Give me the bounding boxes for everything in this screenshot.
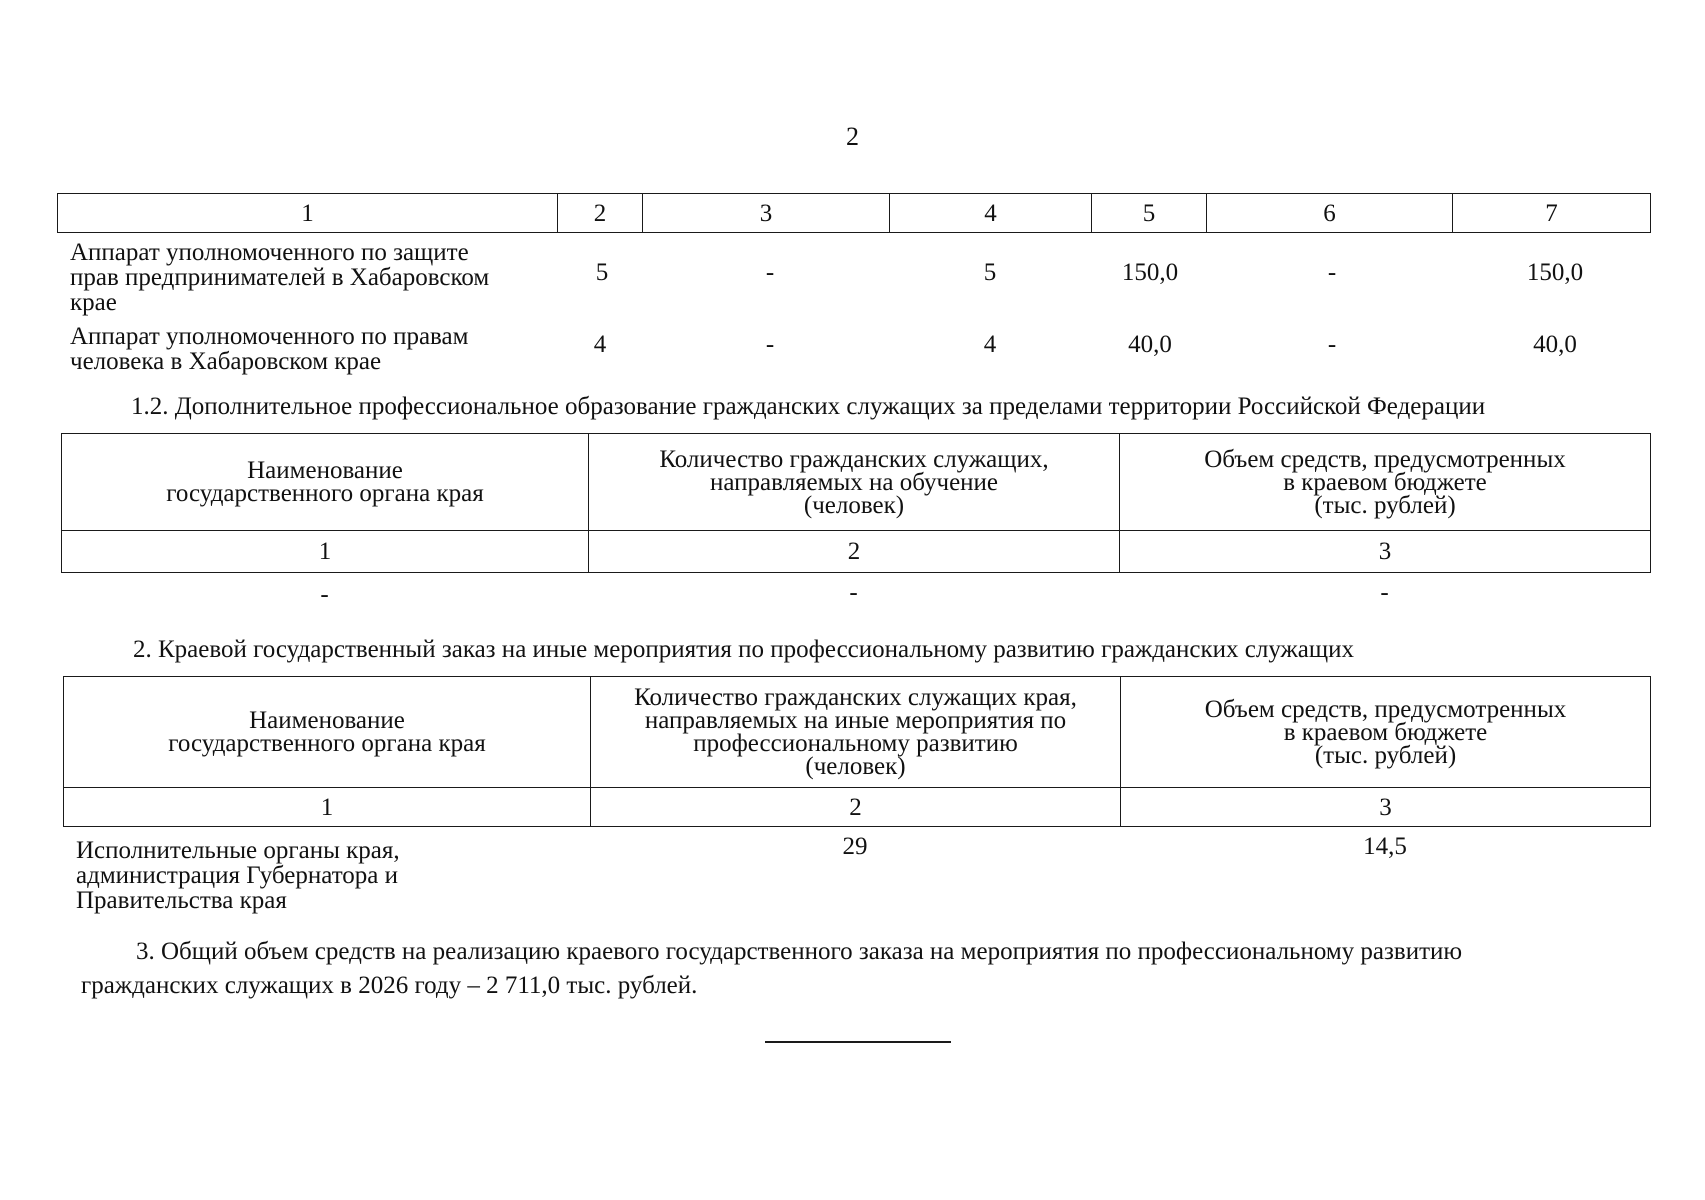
s2-row-name [76,838,596,913]
top-row-1-c4: 5 [983,259,997,286]
top-row-1-name [70,240,570,315]
s12-col-header-line: в краевом бюджете [1283,468,1487,496]
top-row-2-c5: 40,0 [1128,331,1172,358]
top-row-1-name-line: Аппарат уполномоченного по защите [70,239,469,266]
s2-row-count: 29 [842,833,868,860]
s12-col-header-line: Количество гражданских служащих, [659,445,1049,473]
top-col-1: 1 [58,194,558,233]
s2-col-header-line: (тыс. рублей) [1314,741,1457,769]
top-row-1-c2: 5 [595,259,609,286]
section-2-number-row [64,788,1651,827]
top-table-header [57,193,1651,233]
s12-num-2: 2 [589,531,1120,573]
top-row-2-c6: - [1327,331,1337,358]
s2-col-header-line: в краевом бюджете [1283,718,1488,746]
s2-num-3: 3 [1121,788,1651,827]
s2-num-2: 2 [591,788,1121,827]
s12-col-header-line: Наименование [247,457,403,484]
top-row-1-name-line: прав предпринимателей в Хабаровском [70,264,490,291]
s12-row-c2: - [849,579,858,606]
s12-col-header-1 [62,434,589,531]
section-3-line-1: 3. Общий объем средств на реализацию краевого государственного заказа на мероприятия по профессиональному развитию [136,938,1463,965]
s2-col-header-line: Наименование [249,707,405,734]
top-row-2-name [70,324,570,374]
s2-row-name-line: администрация Губернатора и [76,862,399,889]
s12-row-c3: - [1380,579,1389,606]
s2-col-header-2 [591,677,1121,788]
top-row-2-c7: 40,0 [1533,331,1577,358]
section-1-2-header-row [62,434,1651,531]
top-col-5: 5 [1092,194,1207,233]
s2-col-header-line: направляемых на иные мероприятия по [644,707,1067,734]
s2-col-header-line: профессиональному развитию [693,730,1018,757]
top-col-2: 2 [558,194,643,233]
s12-col-header-2 [589,434,1120,531]
s12-col-header-line: Объем средств, предусмотренных [1204,445,1566,473]
page-number: 2 [846,122,859,151]
s2-row-amount: 14,5 [1363,833,1407,860]
s2-col-header-line: (человек) [805,753,906,780]
section-2-heading: 2. Краевой государственный заказ на иные мероприятия по профессиональному развитию гражданских служащих [133,636,1355,663]
top-col-6: 6 [1207,194,1453,233]
s12-col-header-3 [1120,434,1651,531]
closing-rule [765,1041,951,1043]
top-row-2-name-line: Аппарат уполномоченного по правам [70,323,469,350]
s2-row-name-line: Исполнительные органы края, [76,837,400,864]
section-1-2-heading: 1.2. Дополнительное профессиональное образование гражданских служащих за пределами территории Российской Федерации [131,393,1486,420]
section-3-line-2: гражданских служащих в 2026 году – 2 711,0 тыс. рублей. [81,972,698,999]
top-row-1-c3: - [765,259,775,286]
s12-col-header-line: (человек) [803,491,905,519]
top-row-1-c6: - [1327,259,1337,286]
s12-row-c1: - [320,581,329,608]
s12-col-header-line: (тыс. рублей) [1314,491,1456,519]
s2-col-header-line: государственного органа края [168,730,486,757]
s2-col-header-1 [64,677,591,788]
top-row-2-name-line: человека в Хабаровском крае [70,348,382,375]
section-1-2-table [61,433,1651,573]
top-row-2-c3: - [765,331,775,358]
section-3-paragraph [81,935,1681,1003]
top-table-header-row [58,194,1651,233]
top-col-3: 3 [643,194,890,233]
top-row-1-name-line: крае [70,289,117,316]
s2-col-header-line: Объем средств, предусмотренных [1204,695,1567,723]
top-row-1-c5: 150,0 [1121,259,1179,286]
top-row-2-c2: 4 [593,331,607,358]
s2-col-header-3 [1121,677,1651,788]
s12-num-3: 3 [1120,531,1651,573]
top-row-1-c7: 150,0 [1526,259,1584,286]
section-2-header-row [64,677,1651,788]
s12-num-1: 1 [62,531,589,573]
top-row-2-c4: 4 [983,331,997,358]
s2-row-name-line: Правительства края [76,887,287,914]
s12-col-header-line: направляемых на обучение [709,468,999,496]
top-col-7: 7 [1453,194,1651,233]
s2-col-header-line: Количество гражданских служащих края, [634,684,1077,711]
s12-col-header-line: государственного органа края [166,480,484,507]
s2-num-1: 1 [64,788,591,827]
section-1-2-number-row [62,531,1651,573]
top-col-4: 4 [890,194,1092,233]
section-2-table [63,676,1651,827]
